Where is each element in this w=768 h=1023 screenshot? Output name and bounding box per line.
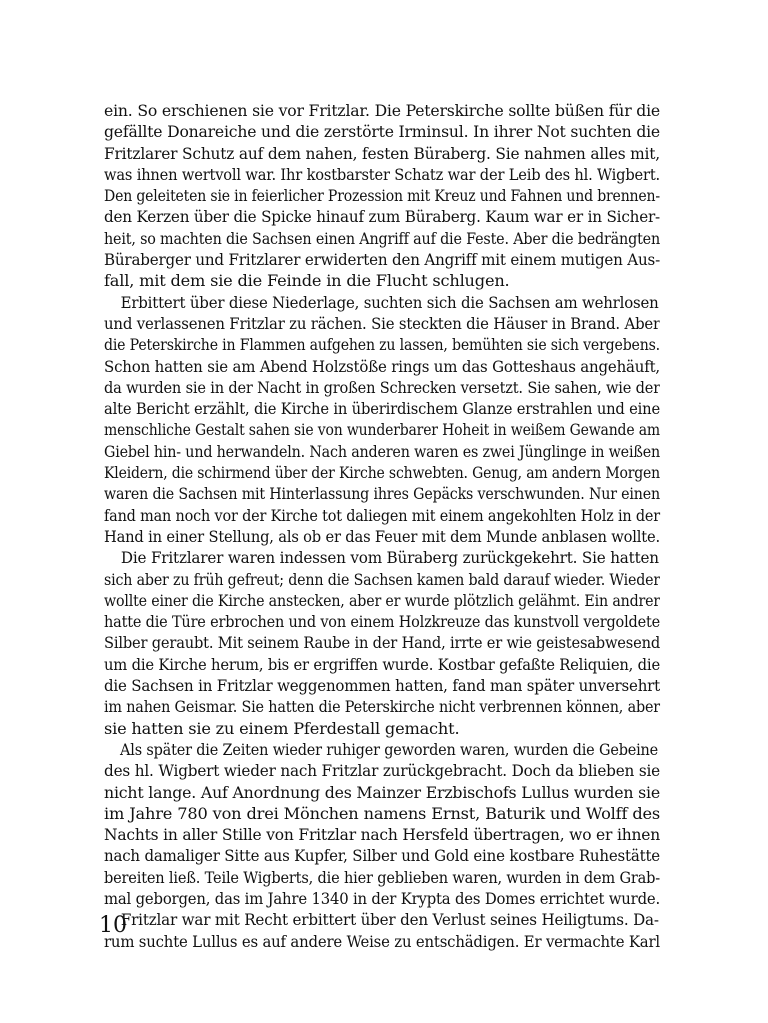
text-line: Nachts in aller Stille von Fritzlar nach Hersfeld übertragen, wo er ihnen xyxy=(104,825,660,845)
text-line: ein. So erschienen sie vor Fritzlar. Die Peterskirche sollte büßen für die xyxy=(104,101,660,120)
text-line: des hl. Wigbert wieder nach Fritzlar zurückgebracht. Doch da blieben sie xyxy=(104,761,660,781)
text-line: sie hatten sie zu einem Pferdestall gemacht. xyxy=(104,718,460,738)
text-line: die Sachsen in Fritzlar weggenommen hatten, fand man später unversehrt xyxy=(104,676,660,696)
text-line: waren die Sachsen mit Hinterlassung ihres Gepäcks verschwunden. Nur einen xyxy=(104,484,660,504)
text-line: bereiten ließ. Teile Wigberts, die hier geblieben waren, wurden in dem Grab- xyxy=(104,867,660,887)
text-line: Büraberger und Fritzlarer erwiderten den Angriff mit einem mutigen Aus- xyxy=(104,250,660,270)
text-line: hatte die Türe erbrochen und von einem Holzkreuze das kunstvoll vergoldete xyxy=(104,612,660,632)
text-line: wollte einer die Kirche anstecken, aber er wurde plötzlich gelähmt. Ein andrer xyxy=(104,590,660,610)
text-line: Fritzlar war mit Recht erbittert über den Verlust seines Heiligtums. Da- xyxy=(120,910,659,930)
text-line: den Kerzen über die Spicke hinauf zum Büraberg. Kaum war er in Sicher- xyxy=(104,207,660,227)
text-line: Hand in einer Stellung, als ob er das Feuer mit dem Munde anblasen wollte. xyxy=(104,526,660,546)
text-line: nicht lange. Auf Anordnung des Mainzer Erzbischofs Lullus wurden sie xyxy=(104,782,660,802)
text-line: fall, mit dem sie die Feinde in die Flucht schlugen. xyxy=(104,271,510,291)
text-line: rum suchte Lullus es auf andere Weise zu entschädigen. Er vermachte Karl xyxy=(104,931,660,951)
text-line: mal geborgen, das im Jahre 1340 in der Krypta des Domes errichtet wurde. xyxy=(104,888,660,908)
text-line: alte Bericht erzählt, die Kirche in überirdischem Glanze erstrahlen und eine xyxy=(104,399,660,419)
text-line: gefällte Donareiche und die zerstörte Irminsul. In ihrer Not suchten die xyxy=(104,122,660,142)
text-line: Den geleiteten sie in feierlicher Prozession mit Kreuz und Fahnen und brennen- xyxy=(104,186,660,206)
text-line: Silber geraubt. Mit seinem Raube in der Hand, irrte er wie geistesabwesend xyxy=(104,633,660,653)
text-line: Als später die Zeiten wieder ruhiger geworden waren, wurden die Gebeine xyxy=(120,739,659,759)
text-line: heit, so machten die Sachsen einen Angriff auf die Feste. Aber die bedrängten xyxy=(104,228,660,248)
text-line: Schon hatten sie am Abend Holzstöße rings um das Gotteshaus angehäuft, xyxy=(104,356,660,376)
text-line: Die Fritzlarer waren indessen vom Büraberg zurückgekehrt. Sie hatten xyxy=(120,548,659,568)
text-line: da wurden sie in der Nacht in großen Schrecken versetzt. Sie sahen, wie der xyxy=(104,377,660,397)
text-line: die Peterskirche in Flammen aufgehen zu lassen, bemühten sie sich vergebens. xyxy=(104,335,660,355)
text-line: Erbittert über diese Niederlage, suchten sich die Sachsen am wehrlosen xyxy=(120,292,659,312)
text-line: Fritzlarer Schutz auf dem nahen, festen Büraberg. Sie nahmen alles mit, xyxy=(104,143,660,163)
text-line: im nahen Geismar. Sie hatten die Peterskirche nicht verbrennen können, aber xyxy=(104,697,660,717)
text-line: und verlassenen Fritzlar zu rächen. Sie steckten die Häuser in Brand. Aber xyxy=(104,313,660,333)
text-line: fand man noch vor der Kirche tot daliegen mit einem angekohlten Holz in der xyxy=(104,505,660,525)
text-line: Giebel hin- und herwandeln. Nach anderen waren es zwei Jünglinge in weißen xyxy=(104,441,660,461)
text-line: was ihnen wertvoll war. Ihr kostbarster Schatz war der Leib des hl. Wigbert. xyxy=(104,164,660,184)
page-number: 10 xyxy=(99,913,127,938)
text-line: um die Kirche herum, bis er ergriffen wurde. Kostbar gefaßte Reliquien, die xyxy=(104,654,660,674)
text-line: nach damaliger Sitte aus Kupfer, Silber und Gold eine kostbare Ruhestätte xyxy=(104,846,660,866)
text-line: sich aber zu früh gefreut; denn die Sachsen kamen bald darauf wieder. Wieder xyxy=(104,569,660,589)
text-line: Kleidern, die schirmend über der Kirche schwebten. Genug, am andern Morgen xyxy=(104,463,660,483)
text-line: im Jahre 780 von drei Mönchen namens Ernst, Baturik und Wolff des xyxy=(104,803,660,823)
text-line: menschliche Gestalt sahen sie von wunderbarer Hoheit in weißem Gewande am xyxy=(104,420,660,440)
body-text xyxy=(104,100,660,952)
